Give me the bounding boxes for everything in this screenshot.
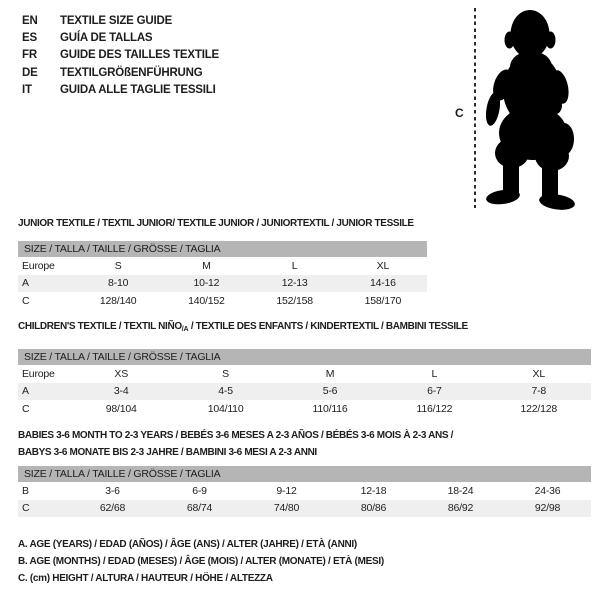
size-value-cell: XL (376, 259, 390, 272)
legend-item: A. AGE (YEARS) / EDAD (AÑOS) / ÂGE (ANS) / ALTER (JAHRE) / ETÀ (ANNI) (18, 539, 357, 550)
row-label-cell: C (22, 294, 30, 307)
children-title-text-2: / TEXTILE DES ENFANTS / KINDERTEXTIL / BAMBINI TESSILE (188, 321, 468, 332)
size-value-cell: 68/74 (156, 500, 243, 518)
size-value-cell: 24-36 (534, 484, 561, 497)
language-label: GUIDE DES TAILLES TEXTILE (60, 49, 219, 62)
size-table-row (18, 257, 427, 275)
size-value-cell: 92/98 (504, 500, 591, 518)
children-textile-section (18, 320, 591, 418)
size-table-row (18, 275, 427, 293)
size-value-cell: XL (532, 367, 545, 380)
size-value-cell: 80/86 (330, 500, 417, 518)
language-label: GUIDA ALLE TAGLIE TESSILI (60, 83, 216, 96)
children-table-title (18, 320, 591, 336)
babies-title-line2: BABYS 3-6 MONATE BIS 2-3 JAHRE / BAMBINI 3-6 MESI A 2-3 ANNI (18, 446, 317, 458)
junior-table-title: JUNIOR TEXTILE / TEXTIL JUNIOR/ TEXTILE JUNIOR / JUNIORTEXTIL / JUNIOR TESSILE (18, 218, 414, 229)
language-code: FR (22, 49, 37, 62)
height-measure-dashed-line-icon (474, 8, 476, 208)
row-label-cell: C (18, 500, 69, 518)
size-table-row (18, 292, 427, 310)
size-value-cell: 7-8 (487, 383, 591, 401)
measurement-legend (18, 536, 384, 587)
size-value-cell: 10-12 (162, 275, 250, 293)
size-value-cell: L (291, 259, 298, 272)
size-table-row (18, 400, 591, 418)
size-table-row (18, 482, 591, 500)
row-label-cell: C (22, 402, 30, 415)
size-value-cell: 8-10 (74, 275, 162, 293)
size-value-cell: 18-24 (447, 484, 474, 497)
legend-item: C. (cm) HEIGHT / ALTURA / HAUTEUR / HÖHE / ALTEZZA (18, 573, 273, 584)
size-value-cell: 128/140 (99, 294, 137, 307)
row-label-cell: A (18, 275, 74, 293)
language-row (22, 13, 219, 30)
row-label-cell: B (22, 484, 29, 497)
size-value-cell: M (202, 259, 211, 272)
language-row (22, 82, 219, 99)
junior-size-grid (18, 257, 427, 310)
language-code: DE (22, 66, 38, 79)
size-value-cell: 152/158 (276, 294, 313, 307)
babies-size-grid (18, 482, 591, 517)
language-label: TEXTILE SIZE GUIDE (60, 15, 173, 27)
size-value-cell: 110/116 (312, 402, 348, 415)
babies-title-line1: BABIES 3-6 MONTH TO 2-3 YEARS / BEBÉS 3-6 MESES A 2-3 AÑOS / BÉBÉS 3-6 MOIS À 2-3 ANS / (18, 430, 454, 441)
size-value-cell: XS (114, 367, 128, 380)
language-code: ES (22, 32, 37, 45)
legend-item: B. AGE (MONTHS) / EDAD (MESES) / ÂGE (MOIS) / ALTER (MONATE) / ETÀ (MESI) (18, 556, 384, 567)
size-table-row (18, 500, 591, 518)
junior-size-header-bar: SIZE / TALLA / TAILLE / GRÖSSE / TAGLIA (18, 241, 427, 257)
size-value-cell: 98/104 (105, 402, 137, 415)
size-value-cell: L (431, 367, 438, 380)
babies-size-header-bar: SIZE / TALLA / TAILLE / GRÖSSE / TAGLIA (18, 466, 591, 482)
language-label: GUÍA DE TALLAS (60, 32, 153, 45)
size-value-cell: S (222, 367, 229, 380)
size-value-cell: 9-12 (276, 484, 297, 497)
size-value-cell: 104/110 (207, 402, 244, 415)
children-size-header-bar: SIZE / TALLA / TAILLE / GRÖSSE / TAGLIA (18, 349, 591, 365)
row-label-cell: A (18, 383, 69, 401)
size-value-cell: M (325, 367, 335, 380)
toddler-silhouette-icon (480, 5, 600, 215)
language-label: TEXTILGRÖßENFÜHRUNG (60, 66, 203, 79)
size-value-cell: 62/68 (69, 500, 156, 518)
language-code: IT (22, 83, 32, 96)
size-value-cell: 3-6 (105, 484, 120, 497)
size-value-cell: 6-7 (382, 383, 486, 401)
children-title-text: CHILDREN'S TEXTILE / TEXTIL NIÑO (18, 321, 182, 332)
size-table-row (18, 383, 591, 401)
size-value-cell: 122/128 (520, 402, 558, 415)
size-value-cell: 4-5 (173, 383, 277, 401)
language-code: EN (22, 15, 38, 27)
babies-table-title (18, 428, 591, 461)
size-value-cell: 116/122 (416, 402, 453, 415)
size-value-cell: 5-6 (278, 383, 382, 401)
size-value-cell: 74/80 (243, 500, 330, 518)
row-label-cell: Europe (22, 259, 55, 272)
measure-c-label: C (455, 106, 464, 120)
size-value-cell: 158/170 (364, 294, 402, 307)
children-size-grid (18, 365, 591, 418)
language-list (22, 13, 219, 99)
size-value-cell: 3-4 (69, 383, 173, 401)
language-row (22, 65, 219, 82)
size-value-cell: 140/152 (188, 294, 225, 307)
language-row (22, 30, 219, 47)
junior-textile-section (18, 217, 427, 310)
size-value-cell: 12-13 (251, 275, 339, 293)
size-value-cell: 14-16 (339, 275, 427, 293)
size-value-cell: 6-9 (192, 484, 207, 497)
size-value-cell: 86/92 (417, 500, 504, 518)
row-label-cell: Europe (22, 367, 55, 380)
size-value-cell: S (114, 259, 122, 272)
language-row (22, 47, 219, 64)
babies-textile-section (18, 428, 591, 517)
size-table-row (18, 365, 591, 383)
children-title-subscript: /A (181, 326, 189, 333)
size-value-cell: 12-18 (360, 484, 387, 497)
